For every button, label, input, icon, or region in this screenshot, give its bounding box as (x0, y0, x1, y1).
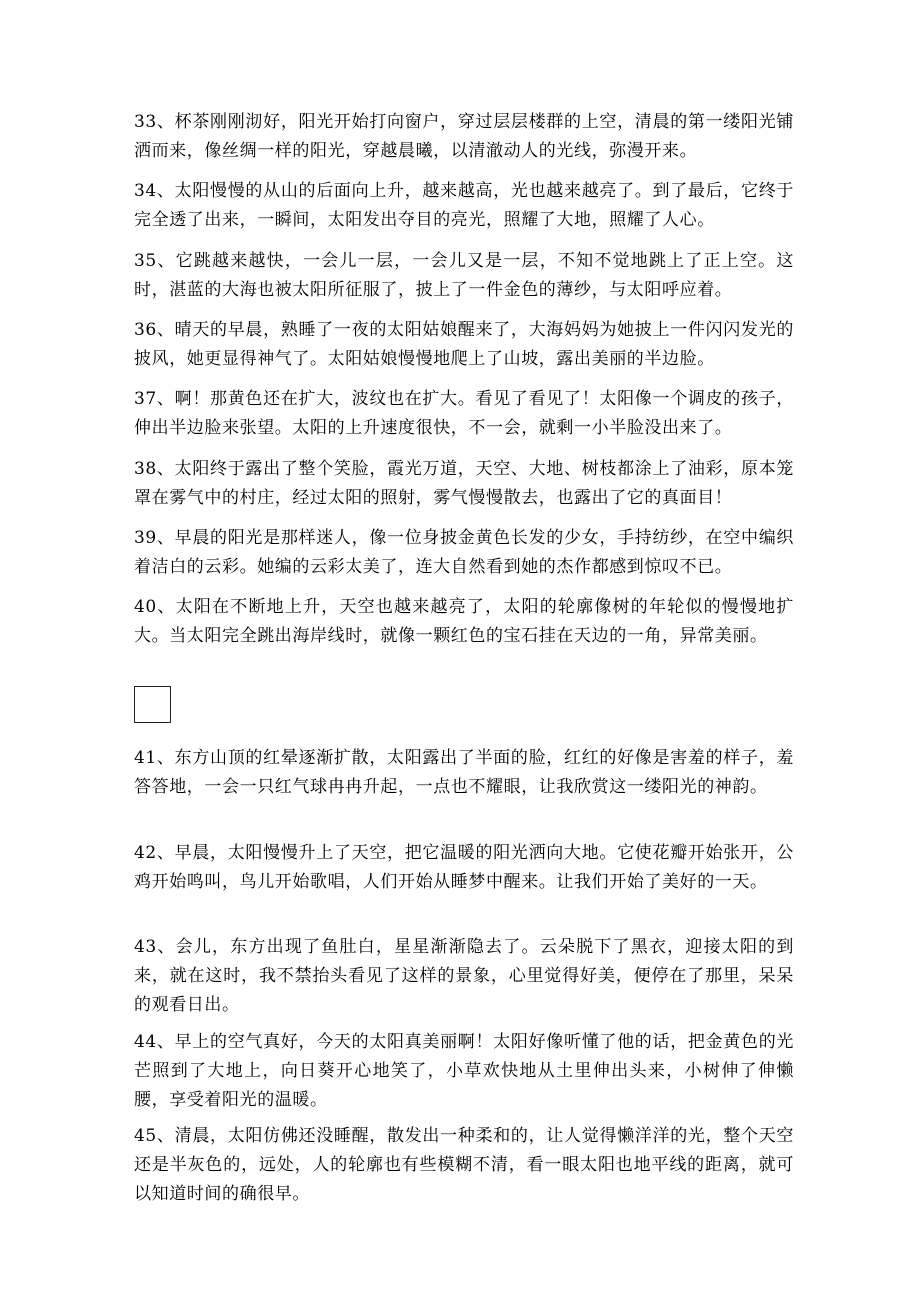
paragraph-35: 35、它跳越来越快，一会儿一层，一会儿又是一层，不知不觉地跳上了正上空。这时，湛蓝的大海也被太阳所征服了，披上了一件金色的薄纱，与太阳呼应着。 (134, 251, 794, 300)
paragraph-36: 36、晴天的早晨，熟睡了一夜的太阳姑娘醒来了，大海妈妈为她披上一件闪闪发光的披风，她更显得神气了。太阳姑娘慢慢地爬上了山坡，露出美丽的半边脸。 (134, 320, 794, 369)
paragraph-44: 44、早上的空气真好，今天的太阳真美丽啊！太阳好像听懂了他的话，把金黄色的光芒照到了大地上，向日葵开心地笑了，小草欢快地从土里伸出头来，小树伸了伸懒腰，享受着阳光的温暖。 (134, 1032, 794, 1110)
paragraph-33: 33、杯茶刚刚沏好，阳光开始打向窗户，穿过层层楼群的上空，清晨的第一缕阳光铺洒而来，像丝绸一样的阳光，穿越晨曦，以清澈动人的光线，弥漫开来。 (134, 112, 794, 161)
paragraph-43: 43、会儿，东方出现了鱼肚白，星星渐渐隐去了。云朵脱下了黑衣，迎接太阳的到来，就在这时，我不禁抬头看见了这样的景象，心里觉得好美，便停在了那里，呆呆的观看日出。 (134, 937, 794, 1015)
paragraph-40: 40、太阳在不断地上升，天空也越来越亮了，太阳的轮廓像树的年轮似的慢慢地扩大。当太阳完全跳出海岸线时，就像一颗红色的宝石挂在天边的一角，异常美丽。 (134, 597, 794, 646)
paragraph-39: 39、早晨的阳光是那样迷人，像一位身披金黄色长发的少女，手持纺纱，在空中编织着洁白的云彩。她编的云彩太美了，连大自然看到她的杰作都感到惊叹不已。 (134, 528, 794, 577)
paragraph-42: 42、早晨，太阳慢慢升上了天空，把它温暖的阳光洒向大地。它使花瓣开始张开，公鸡开始鸣叫，鸟儿开始歌唱，人们开始从睡梦中醒来。让我们开始了美好的一天。 (134, 843, 794, 892)
empty-checkbox[interactable] (134, 686, 171, 723)
paragraph-41: 41、东方山顶的红晕逐渐扩散，太阳露出了半面的脸，红红的好像是害羞的样子，羞答答地，一会一只红气球冉冉升起，一点也不耀眼，让我欣赏这一缕阳光的神韵。 (134, 748, 794, 797)
paragraph-45: 45、清晨，太阳仿佛还没睡醒，散发出一种柔和的，让人觉得懒洋洋的光，整个天空还是半灰色的，远处，人的轮廓也有些模糊不清，看一眼太阳也地平线的距离，就可以知道时间的确很早。 (134, 1126, 794, 1204)
paragraph-38: 38、太阳终于露出了整个笑脸，霞光万道，天空、大地、树枝都涂上了油彩，原本笼罩在雾气中的村庄，经过太阳的照射，雾气慢慢散去，也露出了它的真面目！ (134, 459, 794, 508)
paragraph-37: 37、啊！那黄色还在扩大，波纹也在扩大。看见了看见了！太阳像一个调皮的孩子，伸出半边脸来张望。太阳的上升速度很快，不一会，就剩一小半脸没出来了。 (134, 389, 794, 438)
paragraph-34: 34、太阳慢慢的从山的后面向上升，越来越高，光也越来越亮了。到了最后，它终于完全透了出来，一瞬间，太阳发出夺目的亮光，照耀了大地，照耀了人心。 (134, 181, 794, 230)
